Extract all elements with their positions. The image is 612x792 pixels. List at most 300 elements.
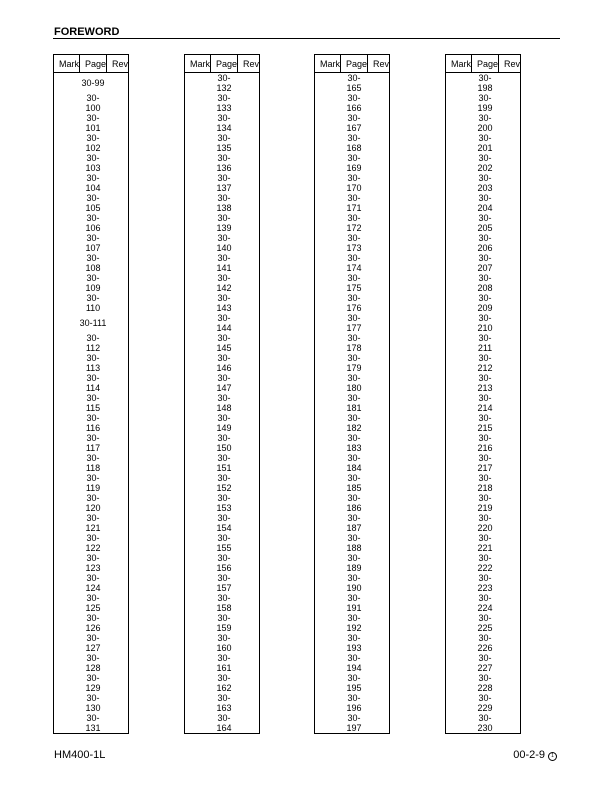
rev-cell: [238, 713, 260, 734]
mark-cell: [185, 213, 211, 233]
rev-cell: [499, 513, 521, 533]
rev-cell: [238, 413, 260, 433]
rev-column-header: Rev: [107, 55, 129, 73]
rev-cell: [238, 293, 260, 313]
rev-cell: [107, 313, 129, 333]
rev-cell: [238, 313, 260, 333]
page-cell: 30-181: [346, 393, 362, 413]
rev-cell: [368, 333, 390, 353]
table-row: [185, 413, 260, 433]
rev-cell: [238, 73, 260, 94]
mark-cell: [315, 433, 341, 453]
table-row: [446, 193, 521, 213]
mark-cell: [54, 173, 80, 193]
mark-cell: [446, 673, 472, 693]
rev-cell: [107, 293, 129, 313]
page-cell: 30-168: [346, 133, 362, 153]
table-row: [315, 473, 390, 493]
mark-cell: [185, 273, 211, 293]
table-row: [446, 613, 521, 633]
page-cell: 30-110: [85, 293, 101, 313]
mark-cell: [185, 653, 211, 673]
page-cell: 30-164: [211, 713, 238, 734]
table-row: [54, 653, 129, 673]
table-row: [185, 313, 260, 333]
mark-cell: [446, 393, 472, 413]
table-row: [446, 513, 521, 533]
table-row: [315, 93, 390, 113]
table-row: [446, 693, 521, 713]
mark-cell: [185, 193, 211, 213]
table-row: [446, 493, 521, 513]
rev-cell: [499, 193, 521, 213]
rev-cell: [368, 693, 390, 713]
page-cell: 30-200: [477, 113, 493, 133]
rev-cell: [499, 673, 521, 693]
table-row: [315, 653, 390, 673]
page-cell: 30-159: [216, 613, 232, 633]
mark-cell: [185, 593, 211, 613]
page-list-table-3: [314, 54, 390, 734]
mark-cell: [54, 593, 80, 613]
page-cell: 30-227: [477, 653, 493, 673]
page-cell: 30-186: [346, 493, 362, 513]
rev-cell: [238, 453, 260, 473]
page-cell: 30-160: [216, 633, 232, 653]
page-cell: 30-230: [472, 713, 499, 734]
table-row: [315, 133, 390, 153]
rev-cell: [238, 113, 260, 133]
page-cell: 30-137: [216, 173, 232, 193]
page-cell: 30-226: [477, 633, 493, 653]
table-row: [446, 133, 521, 153]
rev-cell: [107, 513, 129, 533]
table-row: [315, 613, 390, 633]
table-row: [54, 193, 129, 213]
table-row: [446, 433, 521, 453]
page-cell: 30-133: [216, 93, 232, 113]
table-row: [54, 353, 129, 373]
mark-cell: [446, 533, 472, 553]
mark-cell: [185, 73, 211, 94]
rev-cell: [368, 93, 390, 113]
page-cell: 30-147: [216, 373, 232, 393]
rev-cell: [368, 553, 390, 573]
page-column-header: Page: [341, 55, 368, 73]
rev-cell: [107, 93, 129, 113]
page-cell: 30-126: [85, 613, 101, 633]
rev-cell: [238, 213, 260, 233]
page-cell: 30-115: [85, 393, 101, 413]
page-cell: 30-165: [346, 73, 362, 93]
table-row: [54, 513, 129, 533]
table-row: [446, 653, 521, 673]
page-cell: 30-112: [85, 333, 101, 353]
mark-cell: [315, 653, 341, 673]
page-cell: 30-162: [216, 673, 232, 693]
mark-cell: [315, 193, 341, 213]
rev-cell: [499, 153, 521, 173]
table-row: [315, 633, 390, 653]
table-row: [185, 153, 260, 173]
table-row: [185, 193, 260, 213]
rev-cell: [238, 593, 260, 613]
table-row: [185, 493, 260, 513]
table-row: [54, 133, 129, 153]
header-rule: [53, 38, 560, 39]
page-column-header: Page: [211, 55, 238, 73]
rev-cell: [368, 413, 390, 433]
mark-cell: [315, 153, 341, 173]
mark-cell: [54, 313, 80, 333]
mark-cell: [446, 473, 472, 493]
rev-cell: [499, 553, 521, 573]
page-cell: 30-123: [85, 553, 101, 573]
page-cell: 30-136: [216, 153, 232, 173]
mark-cell: [54, 253, 80, 273]
mark-cell: [54, 93, 80, 113]
rev-cell: [499, 213, 521, 233]
page-footer: [513, 749, 557, 761]
page-cell: 30-161: [216, 653, 232, 673]
table-row: [185, 653, 260, 673]
page-cell: 30-196: [346, 693, 362, 713]
table-row: [185, 133, 260, 153]
table-row: [185, 333, 260, 353]
table-row: [315, 513, 390, 533]
table-row: [185, 353, 260, 373]
table-row: [185, 273, 260, 293]
rev-cell: [238, 653, 260, 673]
page-cell: 30-208: [477, 273, 493, 293]
mark-cell: [315, 533, 341, 553]
mark-cell: [446, 593, 472, 613]
rev-cell: [368, 493, 390, 513]
rev-cell: [107, 653, 129, 673]
rev-cell: [238, 193, 260, 213]
mark-cell: [54, 73, 80, 94]
page-list-table-1: [53, 54, 129, 734]
rev-cell: [107, 73, 129, 94]
rev-cell: [499, 613, 521, 633]
rev-cell: [499, 333, 521, 353]
table-row: [185, 673, 260, 693]
mark-cell: [185, 633, 211, 653]
mark-cell: [446, 293, 472, 313]
page-cell: 30-213: [477, 373, 493, 393]
page-cell: 30-171: [346, 193, 362, 213]
mark-cell: [54, 533, 80, 553]
table-row: [54, 313, 129, 333]
revision-mark: 1: [548, 752, 557, 761]
table-row: [54, 73, 129, 94]
mark-cell: [54, 133, 80, 153]
rev-cell: [368, 393, 390, 413]
rev-cell: [238, 513, 260, 533]
page-cell: 30-202: [477, 153, 493, 173]
table-row: [54, 213, 129, 233]
table-row: [54, 673, 129, 693]
page-cell: 30-121: [85, 513, 101, 533]
mark-cell: [185, 253, 211, 273]
mark-cell: [185, 153, 211, 173]
rev-cell: [368, 573, 390, 593]
mark-cell: [446, 553, 472, 573]
table-row: [446, 373, 521, 393]
page-cell: 30-130: [85, 693, 101, 713]
table-row: [185, 253, 260, 273]
mark-cell: [446, 573, 472, 593]
mark-cell: [185, 513, 211, 533]
mark-cell: [54, 373, 80, 393]
table-row: [185, 373, 260, 393]
page-cell: 30-151: [216, 453, 232, 473]
rev-cell: [238, 93, 260, 113]
table-row: [185, 633, 260, 653]
page-cell: 30-180: [346, 373, 362, 393]
table-row: [185, 73, 260, 94]
mark-cell: [446, 613, 472, 633]
page-cell: 30-111: [79, 318, 107, 328]
table-row: [54, 333, 129, 353]
table-row: [446, 313, 521, 333]
rev-cell: [368, 633, 390, 653]
page-cell: 30-173: [346, 233, 362, 253]
page-cell: 30-174: [346, 253, 362, 273]
page-cell: 30-131: [80, 713, 107, 734]
mark-cell: [315, 113, 341, 133]
mark-cell: [315, 413, 341, 433]
rev-cell: [238, 433, 260, 453]
mark-cell: [315, 353, 341, 373]
page-cell: 30-108: [85, 253, 101, 273]
page-cell: 30-144: [216, 313, 232, 333]
page-cell: 30-113: [85, 353, 101, 373]
mark-cell: [54, 633, 80, 653]
page-cell: 30-188: [346, 533, 362, 553]
table-row: [446, 633, 521, 653]
table-row: [54, 713, 129, 734]
rev-cell: [238, 493, 260, 513]
mark-cell: [315, 313, 341, 333]
rev-cell: [107, 133, 129, 153]
page-cell: 30-201: [477, 133, 493, 153]
page-cell: 30-132: [216, 73, 232, 93]
table-row: [315, 373, 390, 393]
mark-cell: [315, 493, 341, 513]
mark-cell: [185, 533, 211, 553]
page-cell: 30-101: [85, 113, 101, 133]
table-row: [185, 433, 260, 453]
table-row: [54, 453, 129, 473]
rev-column-header: Rev: [238, 55, 260, 73]
table-row: [185, 453, 260, 473]
mark-cell: [446, 253, 472, 273]
rev-cell: [368, 613, 390, 633]
page-cell: 30-175: [346, 273, 362, 293]
table-row: [315, 233, 390, 253]
page-cell: 30-219: [477, 493, 493, 513]
mark-cell: [315, 213, 341, 233]
mark-cell: [446, 173, 472, 193]
rev-cell: [499, 433, 521, 453]
page-cell: 30-125: [85, 593, 101, 613]
mark-cell: [315, 133, 341, 153]
rev-cell: [499, 473, 521, 493]
page-cell: 30-190: [346, 573, 362, 593]
rev-cell: [238, 253, 260, 273]
table-row: [315, 253, 390, 273]
page-cell: 30-193: [346, 633, 362, 653]
page-cell: 30-189: [346, 553, 362, 573]
page-cell: 30-152: [216, 473, 232, 493]
rev-cell: [499, 113, 521, 133]
mark-cell: [185, 573, 211, 593]
rev-cell: [238, 153, 260, 173]
mark-cell: [54, 333, 80, 353]
table-row: [315, 713, 390, 734]
table-row: [446, 213, 521, 233]
rev-cell: [499, 293, 521, 313]
page-cell: 30-199: [477, 93, 493, 113]
mark-cell: [446, 193, 472, 213]
page-cell: 30-142: [216, 273, 232, 293]
page-cell: 30-183: [346, 433, 362, 453]
table-row: [315, 573, 390, 593]
table-row: [446, 113, 521, 133]
mark-cell: [446, 333, 472, 353]
table-row: [446, 453, 521, 473]
table-row: [54, 93, 129, 113]
mark-cell: [315, 393, 341, 413]
page-cell: 30-100: [85, 93, 101, 113]
page-cell: 30-143: [216, 293, 232, 313]
mark-cell: [315, 73, 341, 94]
mark-cell: [446, 513, 472, 533]
page-cell: 30-215: [477, 413, 493, 433]
page-cell: 30-170: [346, 173, 362, 193]
rev-cell: [368, 213, 390, 233]
table-row: [446, 553, 521, 573]
rev-cell: [238, 353, 260, 373]
page-cell: 30-114: [85, 373, 101, 393]
table-row: [315, 153, 390, 173]
rev-cell: [368, 433, 390, 453]
table-row: [54, 533, 129, 553]
rev-cell: [368, 453, 390, 473]
mark-cell: [54, 473, 80, 493]
table-row: [185, 93, 260, 113]
rev-cell: [238, 133, 260, 153]
mark-column-header: Mark: [315, 55, 341, 73]
page-cell: 30-105: [85, 193, 101, 213]
mark-column-header: Mark: [185, 55, 211, 73]
mark-cell: [185, 433, 211, 453]
mark-cell: [54, 433, 80, 453]
mark-cell: [446, 133, 472, 153]
mark-cell: [54, 713, 80, 734]
rev-cell: [107, 393, 129, 413]
page-cell: 30-217: [477, 453, 493, 473]
mark-cell: [315, 633, 341, 653]
mark-cell: [446, 493, 472, 513]
page-cell: 30-179: [346, 353, 362, 373]
rev-cell: [107, 173, 129, 193]
page-cell: 30-204: [477, 193, 493, 213]
mark-cell: [315, 573, 341, 593]
table-row: [185, 693, 260, 713]
mark-cell: [446, 233, 472, 253]
rev-cell: [499, 493, 521, 513]
page-cell: 30-222: [477, 553, 493, 573]
mark-cell: [54, 453, 80, 473]
table-row: [315, 113, 390, 133]
model-number: HM400-1L: [54, 749, 106, 761]
table-row: [54, 693, 129, 713]
rev-cell: [107, 153, 129, 173]
rev-cell: [499, 573, 521, 593]
mark-cell: [54, 153, 80, 173]
mark-cell: [185, 333, 211, 353]
rev-cell: [499, 393, 521, 413]
page-cell: 30-185: [346, 473, 362, 493]
rev-cell: [107, 213, 129, 233]
mark-cell: [446, 713, 472, 734]
mark-cell: [315, 713, 341, 734]
rev-cell: [499, 353, 521, 373]
mark-cell: [185, 713, 211, 734]
rev-cell: [368, 273, 390, 293]
rev-cell: [238, 553, 260, 573]
rev-cell: [368, 673, 390, 693]
mark-cell: [185, 393, 211, 413]
page-cell: 30-157: [216, 573, 232, 593]
rev-cell: [368, 313, 390, 333]
rev-cell: [499, 533, 521, 553]
table-row: [315, 173, 390, 193]
mark-cell: [185, 93, 211, 113]
page-cell: 30-187: [346, 513, 362, 533]
rev-cell: [368, 353, 390, 373]
rev-cell: [499, 273, 521, 293]
page-cell: 30-155: [216, 533, 232, 553]
page-cell: 30-221: [477, 533, 493, 553]
mark-cell: [446, 693, 472, 713]
rev-cell: [499, 413, 521, 433]
table-row: [54, 413, 129, 433]
mark-cell: [54, 653, 80, 673]
page-cell: 30-216: [477, 433, 493, 453]
page-cell: 30-182: [346, 413, 362, 433]
page-cell: 30-223: [477, 573, 493, 593]
table-row: [54, 393, 129, 413]
mark-cell: [54, 113, 80, 133]
table-row: [54, 613, 129, 633]
page-cell: 30-158: [216, 593, 232, 613]
table-row: [315, 693, 390, 713]
page-cell: 30-146: [216, 353, 232, 373]
rev-cell: [107, 633, 129, 653]
table-row: [54, 173, 129, 193]
rev-cell: [107, 453, 129, 473]
mark-cell: [315, 273, 341, 293]
mark-cell: [185, 113, 211, 133]
page-cell: 30-212: [477, 353, 493, 373]
rev-cell: [368, 133, 390, 153]
rev-cell: [368, 533, 390, 553]
rev-cell: [368, 473, 390, 493]
rev-cell: [238, 473, 260, 493]
